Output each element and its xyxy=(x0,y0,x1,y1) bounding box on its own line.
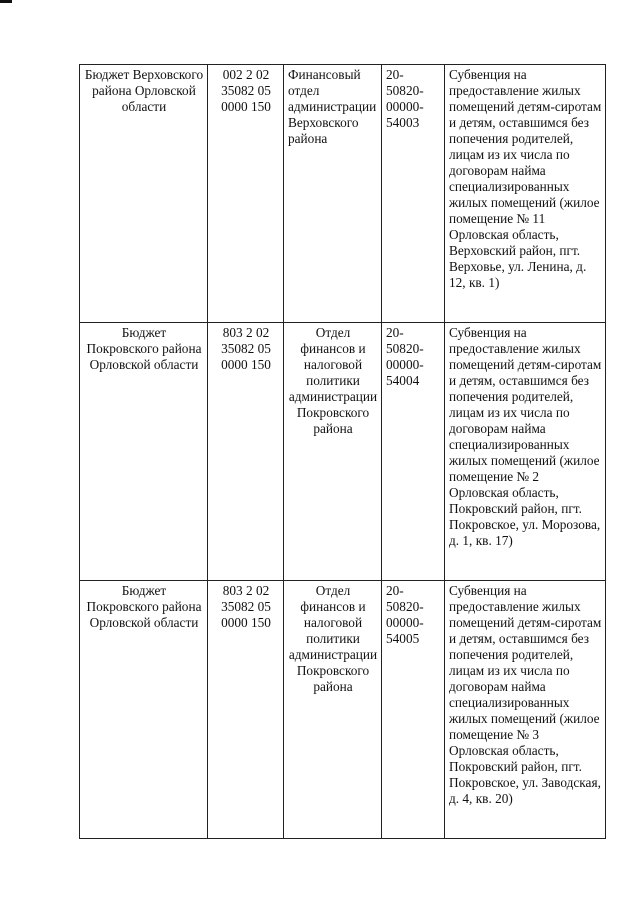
scan-corner-mark xyxy=(0,0,12,3)
budget-code-cell: 803 2 02 35082 05 0000 150 xyxy=(208,581,284,839)
budget-cell: Бюджет Верховского района Орловской области xyxy=(80,65,208,323)
table-row xyxy=(80,323,606,581)
table-row xyxy=(80,581,606,839)
target-code-cell: 20-50820-00000-54003 xyxy=(382,65,445,323)
description-cell: Субвенция на предоставление жилых помещений детям-сиротам и детям, оставшимся без попечения родителей, лицам из их числа по договорам найма специализированных жилых помещений (жилое помещение № 2 Орловская область, Покровский район, пгт. Покровское, ул. Морозова, д. 1, кв. 17) xyxy=(445,323,606,581)
administrator-cell: Финансовый отдел администрации Верховского района xyxy=(284,65,382,323)
description-cell: Субвенция на предоставление жилых помещений детям-сиротам и детям, оставшимся без попечения родителей, лицам из их числа по договорам найма специализированных жилых помещений (жилое помещение № 11 Орловская область, Верховский район, пгт. Верховье, ул. Ленина, д. 12, кв. 1) xyxy=(445,65,606,323)
table-row xyxy=(80,65,606,323)
target-code-cell: 20-50820-00000-54005 xyxy=(382,581,445,839)
description-cell: Субвенция на предоставление жилых помещений детям-сиротам и детям, оставшимся без попечения родителей, лицам из их числа по договорам найма специализированных жилых помещений (жилое помещение № 3 Орловская область, Покровский район, пгт. Покровское, ул. Заводская, д. 4, кв. 20) xyxy=(445,581,606,839)
target-code-cell: 20-50820-00000-54004 xyxy=(382,323,445,581)
budget-cell: Бюджет Покровского района Орловской области xyxy=(80,581,208,839)
administrator-cell: Отдел финансов и налоговой политики администрации Покровского района xyxy=(284,323,382,581)
budget-code-cell: 803 2 02 35082 05 0000 150 xyxy=(208,323,284,581)
budget-cell: Бюджет Покровского района Орловской области xyxy=(80,323,208,581)
administrator-cell: Отдел финансов и налоговой политики администрации Покровского района xyxy=(284,581,382,839)
subvention-table xyxy=(79,64,606,839)
budget-code-cell: 002 2 02 35082 05 0000 150 xyxy=(208,65,284,323)
